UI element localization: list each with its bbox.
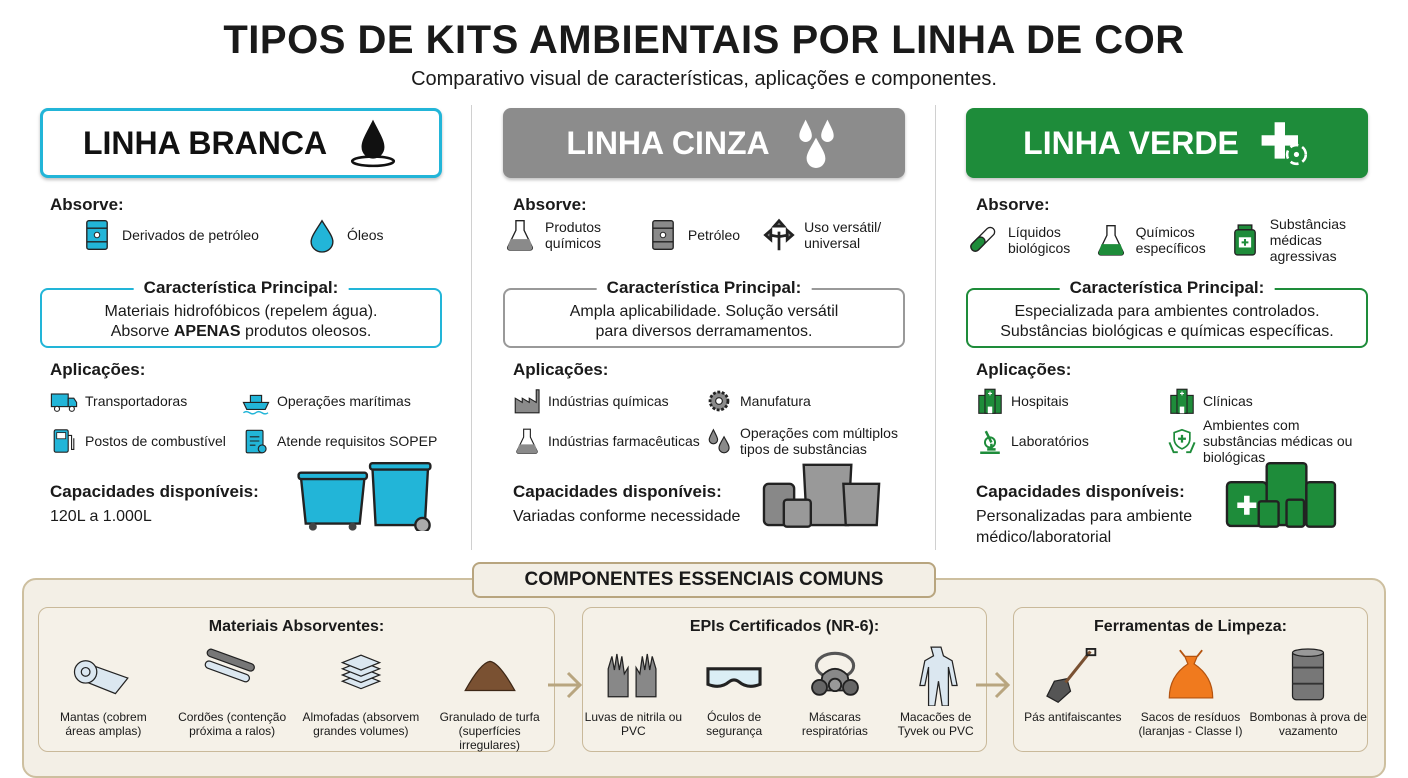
absorve-label: Absorve: <box>976 195 1050 214</box>
aplicacao-item <box>50 386 242 416</box>
absorve-item-label: Petróleo <box>687 227 741 243</box>
absorve-label: Absorve: <box>513 195 587 214</box>
drop-icon <box>305 216 339 254</box>
absorve-item-label: Substâncias médicas agressivas <box>1269 216 1346 264</box>
absorve-item <box>646 216 740 254</box>
component-item <box>1014 644 1132 738</box>
absorve-item <box>503 216 624 254</box>
component-item <box>1249 644 1367 738</box>
caracteristica-box <box>40 278 442 348</box>
absorve-list <box>80 216 460 254</box>
drum-icon <box>1273 644 1343 706</box>
component-label: Almofadas (absorvem grandes volumes) <box>302 710 420 738</box>
capacidades-label: Capacidades disponíveis: <box>976 482 1185 501</box>
arrow-right-icon <box>976 670 1012 700</box>
shovel-icon <box>1038 644 1108 706</box>
header-linha-branca <box>40 108 442 178</box>
component-group-title: Materiais Absorventes: <box>208 618 385 635</box>
flask-icon <box>503 216 537 254</box>
column-title: LINHA BRANCA <box>82 124 328 161</box>
truck-icon <box>50 387 78 415</box>
column-linha-cinza <box>503 108 905 548</box>
aplicacao-item <box>976 426 1168 456</box>
absorve-list <box>966 216 1346 264</box>
aplicacoes-list <box>513 386 913 456</box>
capacidades-image <box>760 460 895 545</box>
column-divider <box>935 105 936 550</box>
absorve-item <box>305 216 384 254</box>
absorve-label: Absorve: <box>50 195 124 214</box>
component-item <box>430 644 550 752</box>
component-item <box>172 644 292 752</box>
mask-icon <box>800 644 870 706</box>
pile-icon <box>455 644 525 706</box>
capacidades-image <box>297 460 432 545</box>
component-item <box>785 644 886 738</box>
absorve-item-label: Uso versátil/ universal <box>804 219 882 251</box>
column-linha-branca <box>40 108 442 548</box>
aplicacao-item <box>705 426 913 456</box>
capacidades-label: Capacidades disponíveis: <box>513 482 722 501</box>
ship-icon <box>242 387 270 415</box>
absorve-item <box>80 216 259 254</box>
absorve-item-label: Derivados de petróleo <box>122 227 259 243</box>
roll-icon <box>68 644 138 706</box>
caracteristica-line: Absorve APENAS produtos oleosos. <box>110 323 372 340</box>
column-title: LINHA CINZA <box>566 124 770 161</box>
goggles-icon <box>699 644 769 706</box>
aplicacao-item <box>50 426 242 456</box>
aplicacao-label: Indústrias farmacêuticas <box>548 433 700 449</box>
building-icon <box>1168 387 1196 415</box>
absorve-item <box>1094 221 1206 259</box>
column-title: LINHA VERDE <box>1023 124 1239 161</box>
barrel-icon <box>646 216 680 254</box>
drops-icon <box>790 117 842 169</box>
caracteristica-line: Especializada para ambientes controlados. <box>1014 303 1320 320</box>
containers-icon <box>760 460 895 531</box>
component-label: Máscaras respiratórias <box>801 710 868 738</box>
component-group <box>1013 607 1368 752</box>
aplicacao-label: Ambientes com substâncias médicas ou biológicas <box>1203 417 1353 465</box>
absorve-item-label: Químicos específicos <box>1135 224 1206 256</box>
arrows-icon <box>762 216 796 254</box>
absorve-item <box>762 216 883 254</box>
absorve-item <box>1228 216 1346 264</box>
absorve-list <box>503 216 883 254</box>
column-linha-verde <box>966 108 1368 548</box>
absorve-item-label: Líquidos biológicos <box>1008 224 1071 256</box>
aplicacao-item <box>705 386 913 416</box>
aplicacoes-list <box>50 386 450 456</box>
capacidades-value: Personalizadas para ambiente médico/laboratorial <box>976 508 1193 546</box>
component-item <box>301 644 421 752</box>
aplicacao-item <box>242 386 450 416</box>
capacidades-image <box>1223 460 1358 545</box>
component-item <box>684 644 785 738</box>
component-label: Bombonas à prova de vazamento <box>1249 710 1367 738</box>
header-linha-verde <box>966 108 1368 178</box>
aplicacao-label: Manufatura <box>740 393 811 409</box>
component-item <box>43 644 163 752</box>
components-title: COMPONENTES ESSENCIAIS COMUNS <box>472 562 936 598</box>
capacidades-value: 120L a 1.000L <box>50 508 152 525</box>
component-label: Luvas de nitrila ou PVC <box>584 710 683 738</box>
gloves-icon <box>598 644 668 706</box>
tube-icon <box>966 221 1000 259</box>
aplicacoes-list <box>976 386 1376 465</box>
caracteristica-box <box>503 278 905 348</box>
absorve-item-label: Produtos químicos <box>545 219 602 251</box>
bins-icon <box>297 460 432 531</box>
bag-icon <box>1156 644 1226 706</box>
aplicacao-label: Clínicas <box>1203 393 1253 409</box>
component-group <box>582 607 987 752</box>
arrow-right-icon <box>548 670 584 700</box>
pads-icon <box>326 644 396 706</box>
component-label: Cordões (contenção próxima a ralos) <box>178 710 287 738</box>
aplicacao-item <box>1168 417 1376 465</box>
gear-icon <box>705 387 733 415</box>
aplicacoes-label: Aplicações: <box>50 360 146 379</box>
page-subtitle: Comparativo visual de características, aplicações e componentes. <box>411 68 997 90</box>
component-label: Macacões de Tyvek ou PVC <box>897 710 974 738</box>
socks-icon <box>197 644 267 706</box>
aplicacao-label: Atende requisitos SOPEP <box>277 433 438 449</box>
flask-icon <box>513 427 541 455</box>
aplicacao-label: Operações marítimas <box>277 393 411 409</box>
caracteristica-line: Ampla aplicabilidade. Solução versátil <box>569 303 839 320</box>
aplicacao-label: Hospitais <box>1011 393 1069 409</box>
component-group <box>38 607 555 752</box>
page-title: TIPOS DE KITS AMBIENTAIS POR LINHA DE COR <box>223 18 1185 62</box>
component-label: Sacos de resíduos (laranjas - Classe I) <box>1138 710 1243 738</box>
header-linha-cinza <box>503 108 905 178</box>
caracteristica-box <box>966 278 1368 348</box>
component-label: Pás antifaiscantes <box>1024 710 1122 724</box>
suit-icon <box>901 644 971 706</box>
component-group-title: EPIs Certificados (NR-6): <box>689 618 880 635</box>
aplicacao-item <box>513 386 705 416</box>
aplicacao-label: Operações com múltiplos tipos de substâncias <box>740 425 898 457</box>
factory-icon <box>513 387 541 415</box>
component-item <box>1132 644 1250 738</box>
bottle-icon <box>1228 221 1262 259</box>
caracteristica-line: Substâncias biológicas e químicas específicas. <box>1000 323 1334 340</box>
building-icon <box>976 387 1004 415</box>
aplicacao-label: Transportadoras <box>85 393 188 409</box>
oil-drop-icon <box>347 117 399 169</box>
flask-icon <box>1094 221 1128 259</box>
component-label: Óculos de segurança <box>706 710 763 738</box>
caracteristica-line: para diversos derramamentos. <box>595 323 813 340</box>
caracteristica-title: Característica Principal: <box>134 278 349 298</box>
microscope-icon <box>976 427 1004 455</box>
capacidades-label: Capacidades disponíveis: <box>50 482 259 501</box>
aplicacao-item <box>513 426 705 456</box>
aplicacoes-label: Aplicações: <box>976 360 1072 379</box>
aplicacao-item <box>976 386 1168 416</box>
absorve-item <box>966 221 1072 259</box>
pump-icon <box>50 427 78 455</box>
aplicacao-label: Indústrias químicas <box>548 393 669 409</box>
barrel-icon <box>80 216 114 254</box>
aplicacao-label: Postos de combustível <box>85 433 226 449</box>
clipboard-icon <box>242 427 270 455</box>
capacidades-value: Variadas conforme necessidade <box>513 508 741 525</box>
aplicacao-item <box>242 426 450 456</box>
column-divider <box>471 105 472 550</box>
aplicacoes-label: Aplicações: <box>513 360 609 379</box>
aplicacao-label: Laboratórios <box>1011 433 1089 449</box>
hands-icon <box>1168 427 1196 455</box>
component-group-title: Ferramentas de Limpeza: <box>1094 618 1287 635</box>
component-item <box>583 644 684 738</box>
component-label: Mantas (cobrem áreas amplas) <box>60 710 147 738</box>
absorve-item-label: Óleos <box>346 227 384 243</box>
component-label: Granulado de turfa (superfícies irregulares) <box>439 710 540 752</box>
caracteristica-line: Materiais hidrofóbicos (repelem água). <box>104 303 378 320</box>
caracteristica-title: Característica Principal: <box>1060 278 1275 298</box>
jerrycans-icon <box>1223 460 1358 531</box>
caracteristica-title: Característica Principal: <box>597 278 812 298</box>
drops-icon <box>705 427 733 455</box>
aplicacao-item <box>1168 386 1376 416</box>
component-item <box>885 644 986 738</box>
medical-biohazard-icon <box>1259 117 1311 169</box>
